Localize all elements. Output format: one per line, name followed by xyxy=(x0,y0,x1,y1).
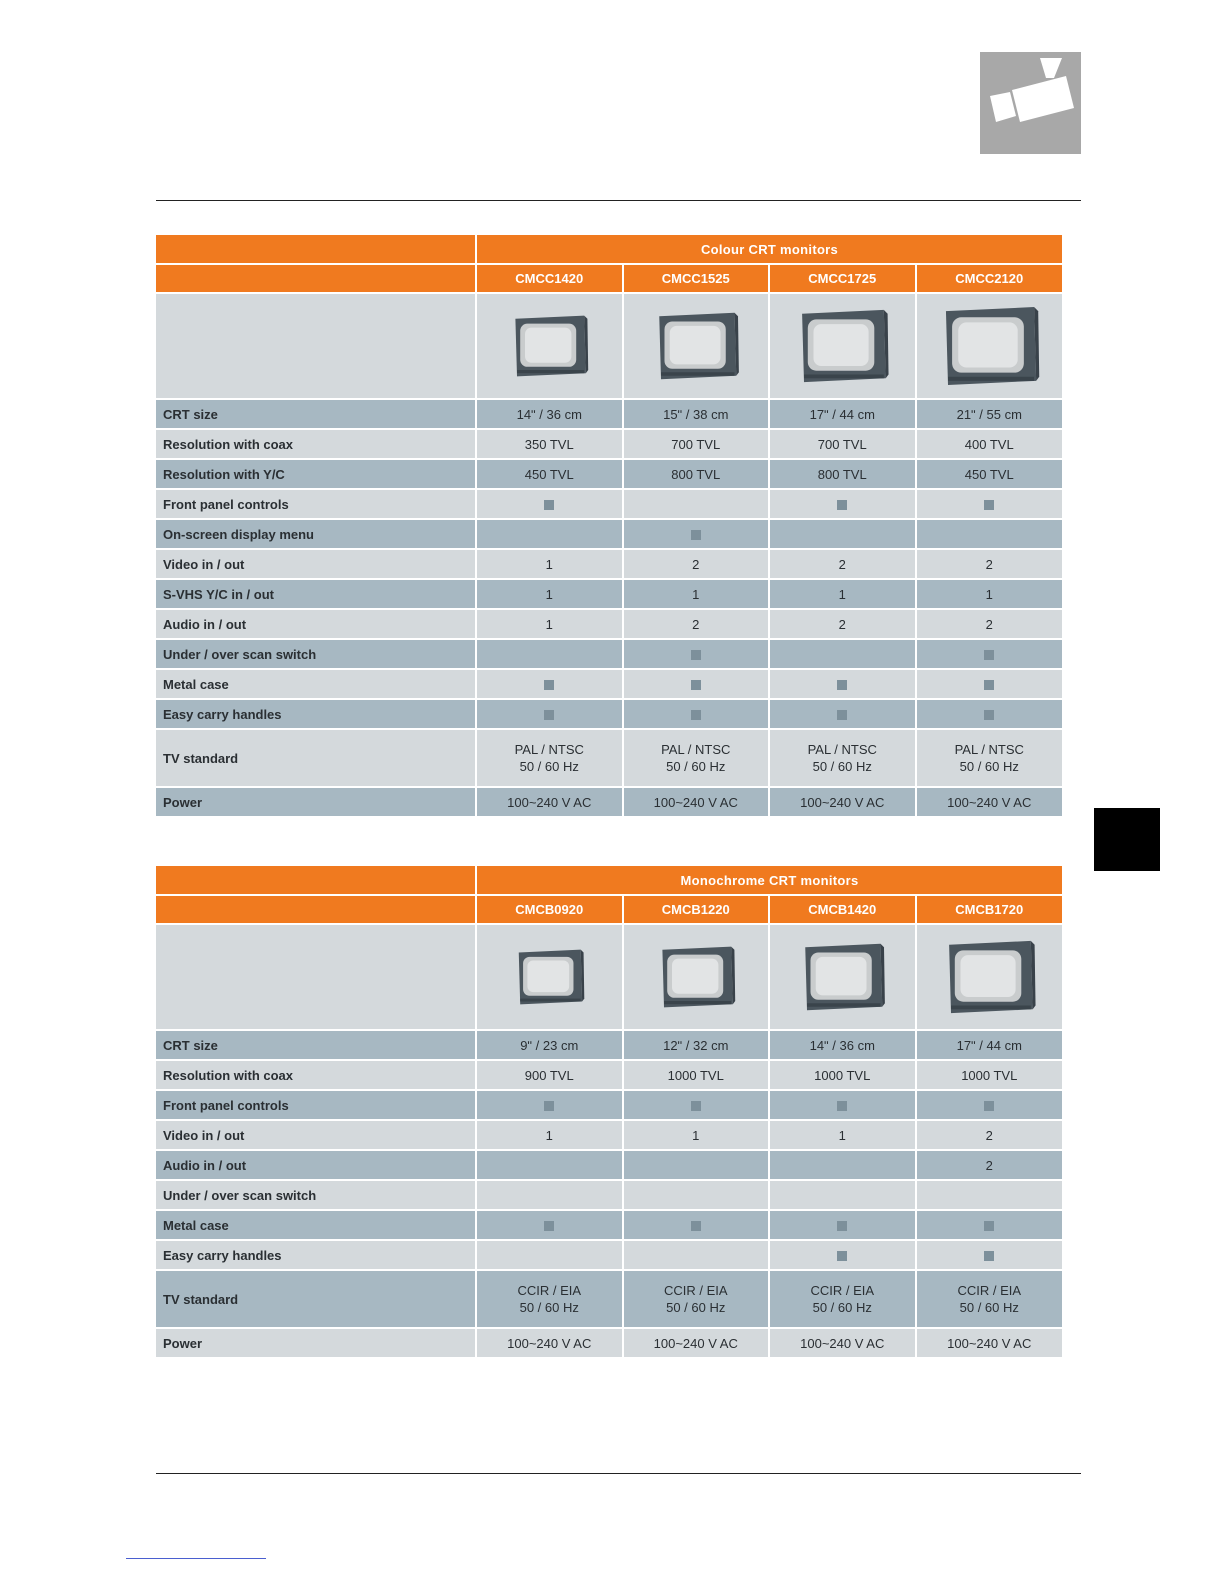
spec-row xyxy=(156,399,1062,429)
spec-value xyxy=(623,1090,770,1120)
spec-value xyxy=(769,639,916,669)
feature-check-icon xyxy=(984,1251,994,1261)
spec-value xyxy=(916,1090,1063,1120)
spec-row xyxy=(156,519,1062,549)
spec-value: 400 TVL xyxy=(916,429,1063,459)
spec-value: 100~240 V AC xyxy=(769,787,916,817)
spec-value: 2 xyxy=(623,549,770,579)
spec-value: 1 xyxy=(476,549,623,579)
spec-value: 1 xyxy=(476,1120,623,1150)
spec-value: 100~240 V AC xyxy=(769,1328,916,1358)
feature-check-icon xyxy=(984,500,994,510)
spec-label: Power xyxy=(156,787,476,817)
spec-value xyxy=(476,1180,623,1210)
model-name: CMCC1725 xyxy=(769,264,916,293)
spec-value: CCIR / EIA 50 / 60 Hz xyxy=(623,1270,770,1328)
product-image-cell xyxy=(476,293,623,399)
feature-check-icon xyxy=(837,680,847,690)
product-image-cell xyxy=(769,924,916,1030)
spec-row xyxy=(156,639,1062,669)
spec-value: 17ʺ / 44 cm xyxy=(769,399,916,429)
spec-value: PAL / NTSC 50 / 60 Hz xyxy=(916,729,1063,787)
bottom-divider xyxy=(156,1473,1081,1474)
spec-value: 900 TVL xyxy=(476,1060,623,1090)
spec-value xyxy=(916,1240,1063,1270)
spec-value xyxy=(916,699,1063,729)
spec-value xyxy=(476,699,623,729)
model-name: CMCC2120 xyxy=(916,264,1063,293)
spec-value: 1 xyxy=(769,1120,916,1150)
spec-value: PAL / NTSC 50 / 60 Hz xyxy=(769,729,916,787)
product-image-cell xyxy=(623,293,770,399)
feature-check-icon xyxy=(544,500,554,510)
spec-value: 21ʺ / 55 cm xyxy=(916,399,1063,429)
spec-row xyxy=(156,1120,1062,1150)
spec-value: CCIR / EIA 50 / 60 Hz xyxy=(476,1270,623,1328)
spec-value xyxy=(769,669,916,699)
spec-label: Audio in / out xyxy=(156,1150,476,1180)
spec-value xyxy=(916,639,1063,669)
spec-value: 2 xyxy=(769,609,916,639)
crt-monitor-image xyxy=(941,939,1037,1015)
spec-label: Easy carry handles xyxy=(156,1240,476,1270)
footer-link-underline xyxy=(126,1558,266,1559)
spec-value xyxy=(623,1180,770,1210)
spec-label: Front panel controls xyxy=(156,1090,476,1120)
table-title: Monochrome CRT monitors xyxy=(476,866,1062,895)
spec-label: TV standard xyxy=(156,1270,476,1328)
spec-value xyxy=(623,519,770,549)
spec-value xyxy=(623,1150,770,1180)
spec-value xyxy=(623,669,770,699)
feature-check-icon xyxy=(837,1251,847,1261)
feature-check-icon xyxy=(984,680,994,690)
spec-value: 2 xyxy=(916,1120,1063,1150)
spec-row xyxy=(156,787,1062,817)
spec-value: PAL / NTSC 50 / 60 Hz xyxy=(476,729,623,787)
spec-row xyxy=(156,1060,1062,1090)
feature-check-icon xyxy=(691,1221,701,1231)
spec-row xyxy=(156,1030,1062,1060)
spec-label: CRT size xyxy=(156,399,476,429)
spec-value xyxy=(769,1090,916,1120)
spec-value: CCIR / EIA 50 / 60 Hz xyxy=(916,1270,1063,1328)
spec-value xyxy=(769,489,916,519)
spec-value xyxy=(916,489,1063,519)
spec-value: 2 xyxy=(916,609,1063,639)
spec-value: 2 xyxy=(623,609,770,639)
feature-check-icon xyxy=(691,710,701,720)
feature-check-icon xyxy=(544,1101,554,1111)
spec-row xyxy=(156,1270,1062,1328)
feature-check-icon xyxy=(837,1221,847,1231)
spec-row xyxy=(156,699,1062,729)
model-name: CMCC1525 xyxy=(623,264,770,293)
spec-value xyxy=(476,1090,623,1120)
model-name: CMCC1420 xyxy=(476,264,623,293)
crt-monitor-image xyxy=(652,311,740,381)
spec-value xyxy=(623,639,770,669)
product-image-cell xyxy=(623,924,770,1030)
table-title: Colour CRT monitors xyxy=(476,235,1062,264)
spec-value: 14ʺ / 36 cm xyxy=(769,1030,916,1060)
spec-label: Resolution with coax xyxy=(156,1060,476,1090)
feature-check-icon xyxy=(984,650,994,660)
spec-label: Front panel controls xyxy=(156,489,476,519)
spec-row xyxy=(156,729,1062,787)
feature-check-icon xyxy=(837,500,847,510)
feature-check-icon xyxy=(984,1221,994,1231)
spec-label: TV standard xyxy=(156,729,476,787)
model-name: CMCB1720 xyxy=(916,895,1063,924)
spec-value: 800 TVL xyxy=(769,459,916,489)
spec-value xyxy=(476,669,623,699)
spec-value: 15ʺ / 38 cm xyxy=(623,399,770,429)
spec-label: Audio in / out xyxy=(156,609,476,639)
colour-crt-table xyxy=(156,235,1062,818)
spec-value xyxy=(476,1150,623,1180)
spec-value: 100~240 V AC xyxy=(916,787,1063,817)
spec-value xyxy=(623,1210,770,1240)
spec-label: Under / over scan switch xyxy=(156,1180,476,1210)
spec-value xyxy=(769,1240,916,1270)
crt-monitor-image xyxy=(513,948,585,1006)
spec-row xyxy=(156,1328,1062,1358)
spec-row xyxy=(156,429,1062,459)
spec-value: 1 xyxy=(769,579,916,609)
model-name: CMCB1420 xyxy=(769,895,916,924)
spec-value xyxy=(476,1240,623,1270)
feature-check-icon xyxy=(544,680,554,690)
spec-value: 1 xyxy=(916,579,1063,609)
spec-value: 1000 TVL xyxy=(916,1060,1063,1090)
spec-label: Resolution with coax xyxy=(156,429,476,459)
spec-value xyxy=(916,519,1063,549)
top-divider xyxy=(156,200,1081,201)
image-row-blank xyxy=(156,293,476,399)
spec-value: 2 xyxy=(769,549,916,579)
spec-value xyxy=(769,1210,916,1240)
spec-row xyxy=(156,549,1062,579)
spec-value: 17ʺ / 44 cm xyxy=(916,1030,1063,1060)
spec-row xyxy=(156,1240,1062,1270)
spec-row xyxy=(156,579,1062,609)
crt-monitor-image xyxy=(656,945,736,1009)
product-image-cell xyxy=(916,293,1063,399)
spec-value xyxy=(476,1210,623,1240)
product-image-cell xyxy=(476,924,623,1030)
spec-value: 1000 TVL xyxy=(623,1060,770,1090)
spec-label: Under / over scan switch xyxy=(156,639,476,669)
spec-value xyxy=(476,639,623,669)
spec-value: 100~240 V AC xyxy=(476,1328,623,1358)
spec-label: Resolution with Y/C xyxy=(156,459,476,489)
spec-value xyxy=(623,699,770,729)
section-tab xyxy=(1094,808,1160,871)
crt-monitor-image xyxy=(794,308,890,384)
spec-label: On-screen display menu xyxy=(156,519,476,549)
feature-check-icon xyxy=(837,710,847,720)
spec-value: 14ʺ / 36 cm xyxy=(476,399,623,429)
spec-value: CCIR / EIA 50 / 60 Hz xyxy=(769,1270,916,1328)
feature-check-icon xyxy=(691,650,701,660)
product-image-cell xyxy=(769,293,916,399)
model-header-blank xyxy=(156,895,476,924)
spec-label: CRT size xyxy=(156,1030,476,1060)
spec-value: 450 TVL xyxy=(476,459,623,489)
spec-label: Power xyxy=(156,1328,476,1358)
spec-value: 800 TVL xyxy=(623,459,770,489)
spec-value xyxy=(916,1210,1063,1240)
spec-value xyxy=(769,1180,916,1210)
monochrome-crt-table xyxy=(156,866,1062,1359)
spec-value: 1 xyxy=(476,579,623,609)
feature-check-icon xyxy=(984,710,994,720)
crt-monitor-image xyxy=(509,314,589,378)
spec-value xyxy=(769,1150,916,1180)
spec-row xyxy=(156,1150,1062,1180)
spec-value xyxy=(623,489,770,519)
spec-value: 1000 TVL xyxy=(769,1060,916,1090)
model-name: CMCB0920 xyxy=(476,895,623,924)
crt-monitor-image xyxy=(798,942,886,1012)
spec-value: PAL / NTSC 50 / 60 Hz xyxy=(623,729,770,787)
spec-value: 100~240 V AC xyxy=(916,1328,1063,1358)
spec-value: 100~240 V AC xyxy=(623,1328,770,1358)
spec-value: 1 xyxy=(623,579,770,609)
feature-check-icon xyxy=(544,710,554,720)
spec-row xyxy=(156,489,1062,519)
feature-check-icon xyxy=(691,530,701,540)
spec-value: 700 TVL xyxy=(769,429,916,459)
feature-check-icon xyxy=(837,1101,847,1111)
spec-value xyxy=(769,699,916,729)
spec-label: Easy carry handles xyxy=(156,699,476,729)
spec-value: 700 TVL xyxy=(623,429,770,459)
spec-value: 450 TVL xyxy=(916,459,1063,489)
spec-value xyxy=(769,519,916,549)
camera-logo-icon xyxy=(980,52,1081,154)
spec-value xyxy=(476,489,623,519)
spec-value xyxy=(916,1180,1063,1210)
spec-value: 2 xyxy=(916,549,1063,579)
spec-value: 1 xyxy=(476,609,623,639)
model-name: CMCB1220 xyxy=(623,895,770,924)
product-image-cell xyxy=(916,924,1063,1030)
spec-value: 9ʺ / 23 cm xyxy=(476,1030,623,1060)
spec-label: Metal case xyxy=(156,669,476,699)
feature-check-icon xyxy=(984,1101,994,1111)
feature-check-icon xyxy=(544,1221,554,1231)
spec-label: Metal case xyxy=(156,1210,476,1240)
spec-row xyxy=(156,669,1062,699)
spec-value: 350 TVL xyxy=(476,429,623,459)
crt-monitor-image xyxy=(937,305,1041,387)
spec-row xyxy=(156,1090,1062,1120)
spec-row xyxy=(156,1210,1062,1240)
spec-label: Video in / out xyxy=(156,549,476,579)
spec-value: 100~240 V AC xyxy=(476,787,623,817)
spec-value xyxy=(916,669,1063,699)
spec-value: 12ʺ / 32 cm xyxy=(623,1030,770,1060)
spec-row xyxy=(156,459,1062,489)
feature-check-icon xyxy=(691,680,701,690)
spec-label: Video in / out xyxy=(156,1120,476,1150)
model-header-blank xyxy=(156,264,476,293)
spec-value: 100~240 V AC xyxy=(623,787,770,817)
image-row-blank xyxy=(156,924,476,1030)
spec-row xyxy=(156,1180,1062,1210)
spec-value xyxy=(623,1240,770,1270)
header-blank xyxy=(156,235,476,264)
spec-value: 1 xyxy=(623,1120,770,1150)
spec-row xyxy=(156,609,1062,639)
spec-value xyxy=(476,519,623,549)
spec-value: 2 xyxy=(916,1150,1063,1180)
feature-check-icon xyxy=(691,1101,701,1111)
header-blank xyxy=(156,866,476,895)
spec-label: S-VHS Y/C in / out xyxy=(156,579,476,609)
